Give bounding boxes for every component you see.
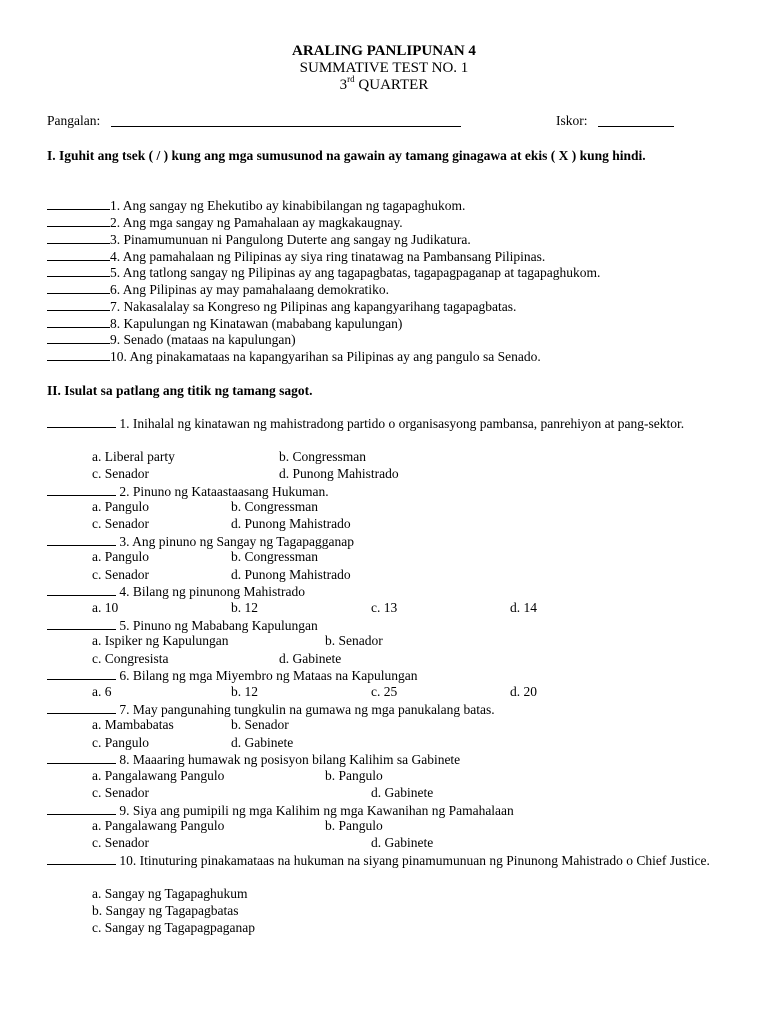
option-a: a. Pangalawang Pangulo (92, 818, 225, 833)
answer-blank[interactable] (47, 315, 110, 328)
score-label: Iskor: (556, 113, 588, 128)
option-d: d. Punong Mahistrado (231, 567, 351, 582)
item-text: 1. Ang sangay ng Ehekutibo ay kinabibilangan ng tagapaghukom. (110, 198, 466, 213)
option-a: a. Sangay ng Tagapaghukum (92, 886, 248, 901)
question-text: 3. Ang pinuno ng Sangay ng Tagapagganap (116, 534, 355, 549)
quarter-number: 3 (339, 77, 348, 93)
option-a: a. Pangulo (92, 499, 149, 514)
question-text: 10. Itinuturing pinakamataas na hukuman na siyang pinamumunuan ng Pinunong Mahistrado o Chief Justice. (116, 853, 710, 868)
item-text: 3. Pinamumunuan ni Pangulong Duterte ang sangay ng Judikatura. (110, 232, 471, 247)
question-text: 1. Inihalal ng kinatawan ng mahistradong partido o organisasyong pambansa, panrehiyon at pang-sektor. (116, 416, 685, 431)
item-text: 4. Ang pamahalaan ng Pilipinas ay siya ring tinatawag na Pambansang Pilipinas. (110, 249, 546, 264)
option-b: b. Congressman (231, 549, 318, 564)
option-a: a. Ispiker ng Kapulungan (92, 633, 229, 648)
option-b: b. 12 (231, 600, 258, 615)
option-c: c. Pangulo (92, 735, 149, 750)
option-b: b. Senador (231, 717, 289, 732)
question-text: 7. May pangunahing tungkulin na gumawa ng mga panukalang batas. (116, 702, 495, 717)
question-text: 5. Pinuno ng Mababang Kapulungan (116, 618, 318, 633)
option-d: d. Gabinete (231, 735, 294, 750)
list-item (47, 315, 402, 332)
answer-blank[interactable] (47, 298, 110, 311)
option-b: b. Pangulo (325, 818, 383, 833)
answer-blank[interactable] (47, 214, 110, 227)
option-d: d. Punong Mahistrado (279, 466, 399, 481)
list-item (47, 281, 389, 298)
score-field[interactable] (598, 126, 674, 127)
list-item (47, 298, 516, 315)
test-title: SUMMATIVE TEST NO. 1 (299, 60, 469, 76)
answer-blank[interactable] (47, 197, 110, 210)
item-text: 2. Ang mga sangay ng Pamahalaan ay magkakaugnay. (110, 215, 403, 230)
question (47, 483, 727, 500)
name-label: Pangalan: (47, 113, 101, 128)
answer-blank[interactable] (47, 667, 116, 680)
question-text: 8. Maaaring humawak ng posisyon bilang Kalihim sa Gabinete (116, 752, 461, 767)
option-c: c. Senador (92, 785, 149, 800)
option-b: b. Senador (325, 633, 383, 648)
question (47, 751, 727, 768)
item-text: 6. Ang Pilipinas ay may pamahalaang demokratiko. (110, 282, 389, 297)
question (47, 802, 727, 819)
answer-blank[interactable] (47, 617, 116, 630)
option-b: b. Congressman (279, 449, 366, 464)
question (47, 583, 727, 600)
subject-title: ARALING PANLIPUNAN 4 (292, 43, 476, 59)
question-text: 2. Pinuno ng Kataastaasang Hukuman. (116, 484, 329, 499)
list-item (47, 331, 296, 348)
item-text: 8. Kapulungan ng Kinatawan (mababang kapulungan) (110, 316, 403, 331)
list-item (47, 214, 403, 231)
option-c: c. Sangay ng Tagapagpaganap (92, 920, 255, 935)
question (47, 617, 727, 634)
answer-blank[interactable] (47, 331, 110, 344)
question (47, 415, 727, 432)
option-c: c. Senador (92, 516, 149, 531)
option-a: a. Liberal party (92, 449, 175, 464)
item-text: 5. Ang tatlong sangay ng Pilipinas ay ang tagapagbatas, tagapagpaganap at tagapaghukom. (110, 265, 601, 280)
list-item (47, 264, 600, 281)
answer-blank[interactable] (47, 231, 110, 244)
option-a: a. Pangulo (92, 549, 149, 564)
answer-blank[interactable] (47, 852, 116, 865)
answer-blank[interactable] (47, 701, 116, 714)
item-text: 7. Nakasalalay sa Kongreso ng Pilipinas ang kapangyarihang tagapagbatas. (110, 299, 517, 314)
option-b: b. Sangay ng Tagapagbatas (92, 903, 239, 918)
question (47, 852, 727, 869)
option-a: a. 10 (92, 600, 119, 615)
option-a: a. Pangalawang Pangulo (92, 768, 225, 783)
list-item (47, 197, 465, 214)
question-text: 4. Bilang ng pinunong Mahistrado (116, 584, 305, 599)
option-a: a. 6 (92, 684, 112, 699)
option-b: b. Pangulo (325, 768, 383, 783)
option-d: d. Gabinete (279, 651, 342, 666)
quarter-word: QUARTER (358, 77, 429, 93)
part1-heading: I. Iguhit ang tsek ( / ) kung ang mga sumusunod na gawain ay tamang ginagawa at ekis ( X ) kung hindi. (47, 148, 646, 163)
answer-blank[interactable] (47, 533, 116, 546)
question-text: 6. Bilang ng mga Miyembro ng Mataas na Kapulungan (116, 668, 418, 683)
option-d: d. Punong Mahistrado (231, 516, 351, 531)
question (47, 533, 727, 550)
answer-blank[interactable] (47, 264, 110, 277)
option-b: b. 12 (231, 684, 258, 699)
list-item (47, 248, 545, 265)
item-text: 10. Ang pinakamataas na kapangyarihan sa Pilipinas ay ang pangulo sa Senado. (110, 349, 541, 364)
option-c: c. Senador (92, 567, 149, 582)
option-c: c. Senador (92, 466, 149, 481)
option-a: a. Mambabatas (92, 717, 174, 732)
answer-blank[interactable] (47, 248, 110, 261)
answer-blank[interactable] (47, 415, 116, 428)
name-field[interactable] (111, 126, 461, 127)
option-c: c. Congresista (92, 651, 169, 666)
part2-heading: II. Isulat sa patlang ang titik ng tamang sagot. (47, 383, 313, 398)
question (47, 667, 727, 684)
question-text: 9. Siya ang pumipili ng mga Kalihim ng mga Kawanihan ng Pamahalaan (116, 803, 514, 818)
quarter-title (0, 74, 768, 94)
option-d: d. Gabinete (371, 785, 434, 800)
answer-blank[interactable] (47, 348, 110, 361)
option-b: b. Congressman (231, 499, 318, 514)
quarter-suffix: rd (347, 74, 355, 84)
list-item (47, 231, 471, 248)
option-d: d. 20 (510, 684, 537, 699)
question (47, 701, 727, 718)
answer-blank[interactable] (47, 583, 116, 596)
option-c: c. Senador (92, 835, 149, 850)
answer-blank[interactable] (47, 802, 116, 815)
answer-blank[interactable] (47, 281, 110, 294)
option-c: c. 25 (371, 684, 398, 699)
option-d: d. 14 (510, 600, 537, 615)
option-d: d. Gabinete (371, 835, 434, 850)
item-text: 9. Senado (mataas na kapulungan) (110, 332, 296, 347)
answer-blank[interactable] (47, 483, 116, 496)
list-item (47, 348, 541, 365)
option-c: c. 13 (371, 600, 398, 615)
answer-blank[interactable] (47, 751, 116, 764)
